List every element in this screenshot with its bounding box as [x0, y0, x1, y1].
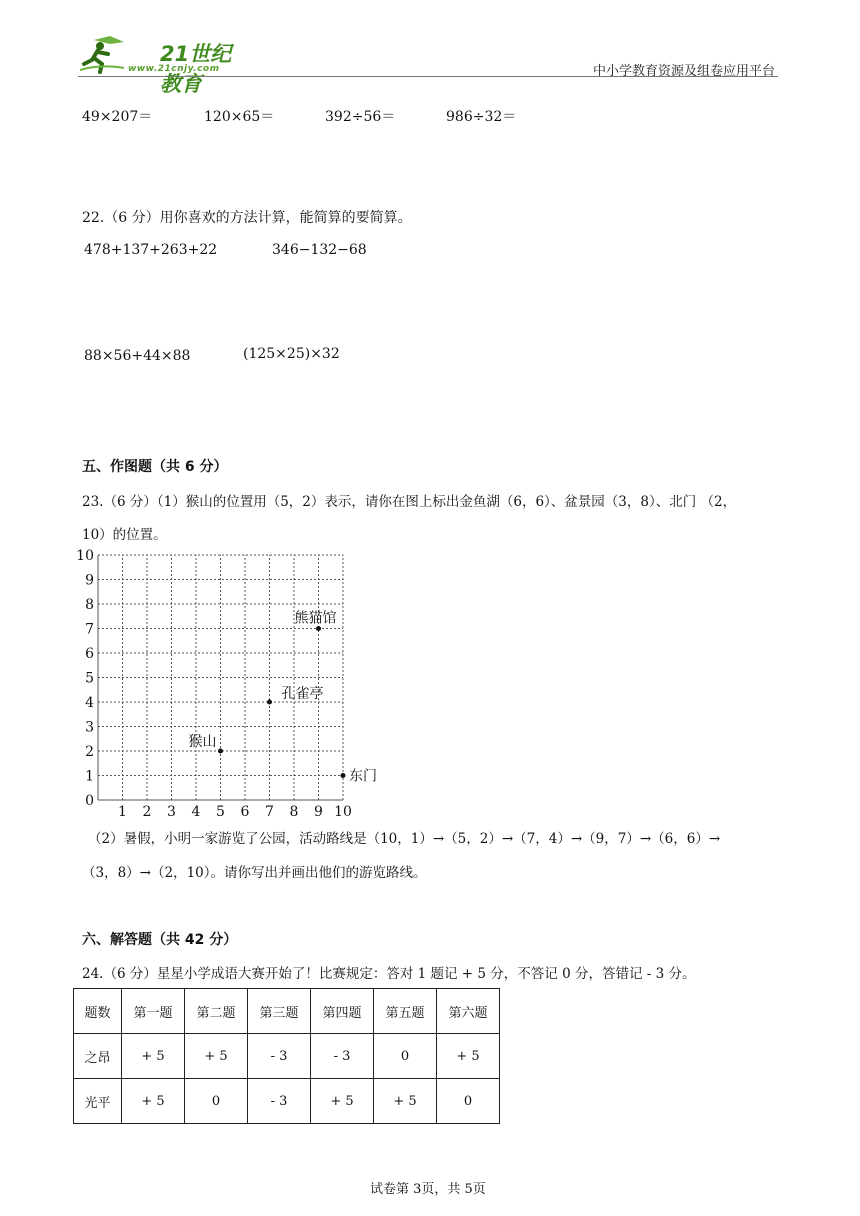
q21-item-1: 49×207＝: [82, 109, 153, 125]
page-footer: 试卷第 3页，共 5页: [370, 1182, 486, 1197]
point-label: 孔雀亭: [281, 686, 324, 702]
x-tick-label: 10: [334, 804, 352, 820]
table-cell: + 5: [311, 1079, 374, 1124]
header-divider: [78, 76, 778, 77]
x-tick-label: 5: [216, 804, 225, 820]
table-cell: + 5: [437, 1034, 500, 1079]
table-header-cell: 题数: [74, 989, 122, 1034]
y-tick-label: 4: [85, 695, 94, 711]
x-tick-label: 6: [240, 804, 250, 820]
y-tick-label: 2: [85, 744, 94, 760]
y-tick-label: 5: [85, 670, 94, 687]
q23-part2-line1: （2）暑假，小明一家游览了公园，活动路线是（10，1）→（5，2）→（7，4）→（9，7）→（6，6）→: [88, 831, 721, 847]
section5-title: 五、作图题（共 6 分）: [82, 459, 228, 475]
q22-expr-1: 478+137+263+22: [84, 242, 218, 258]
table-cell: - 3: [248, 1079, 311, 1124]
q23-line2: 10）的位置。: [82, 527, 167, 543]
table-header-row: [74, 989, 500, 1034]
table-cell: + 5: [185, 1034, 248, 1079]
table-cell: - 3: [248, 1034, 311, 1079]
table-cell: 之昂: [74, 1034, 122, 1079]
table-header-cell: 第五题: [374, 989, 437, 1034]
grid-point: [267, 700, 272, 705]
table-row: [74, 1034, 500, 1079]
q22-expr-4: (125×25)×32: [243, 346, 340, 362]
point-label: 猴山: [188, 734, 217, 750]
table-header-cell: 第一题: [122, 989, 185, 1034]
q23-part2-line2: （3，8）→（2，10）。请你写出并画出他们的游览路线。: [82, 865, 427, 881]
q23-line1: 23.（6 分）（1）猴山的位置用（5，2）表示，请你在图上标出金鱼湖（6，6）、盆景园（3，8）、北门 （2，: [82, 494, 737, 510]
table-header-cell: 第六题: [437, 989, 500, 1034]
table-cell: 0: [185, 1079, 248, 1124]
table-cell: + 5: [122, 1034, 185, 1079]
x-tick-label: 3: [167, 804, 176, 820]
grid-point: [341, 773, 346, 778]
y-tick-label: 8: [85, 597, 94, 613]
table-cell: + 5: [374, 1079, 437, 1124]
table-header-cell: 第三题: [248, 989, 311, 1034]
q22-expr-3: 88×56+44×88: [84, 348, 191, 364]
grid-point: [316, 626, 321, 631]
platform-name: 中小学教育资源及组卷应用平台: [593, 64, 776, 79]
section6-title: 六、解答题（共 42 分）: [82, 932, 238, 948]
x-tick-label: 8: [289, 804, 299, 820]
grid-point: [218, 749, 223, 754]
y-tick-label: 6: [85, 646, 94, 662]
score-table: [73, 988, 500, 1124]
table-cell: - 3: [311, 1034, 374, 1079]
x-tick-label: 7: [265, 804, 274, 820]
runner-icon: [80, 34, 126, 74]
q24-title: 24.（6 分）星星小学成语大赛开始了！比赛规定：答对 1 题记 + 5 分，不答记 0 分，答错记 - 3 分。: [82, 966, 696, 982]
x-tick-label: 9: [314, 804, 323, 820]
q21-item-2: 120×65＝: [204, 109, 275, 125]
q22-expr-2: 346−132−68: [272, 242, 367, 258]
y-tick-label: 1: [85, 768, 94, 785]
q21-item-3: 392÷56＝: [325, 109, 396, 125]
table-row: [74, 1079, 500, 1124]
q21-item-4: 986÷32＝: [446, 109, 517, 125]
table-header-cell: 第四题: [311, 989, 374, 1034]
table-header-cell: 第二题: [185, 989, 248, 1034]
y-tick-label: 9: [85, 572, 94, 589]
table-cell: + 5: [122, 1079, 185, 1124]
coordinate-grid: [70, 546, 390, 820]
x-tick-label: 1: [118, 804, 127, 820]
x-tick-label: 2: [142, 804, 152, 820]
y-tick-label: 10: [76, 548, 94, 564]
table-cell: 0: [374, 1034, 437, 1079]
point-label: 东门: [349, 768, 377, 785]
y-tick-label: 3: [85, 719, 94, 736]
x-tick-label: 4: [191, 804, 201, 820]
logo-url: www.21cnjy.com: [128, 64, 220, 74]
logo-text: 21世纪教育: [160, 42, 232, 96]
y-tick-label: 0: [85, 793, 94, 809]
table-cell: 光平: [74, 1079, 122, 1124]
q22-title: 22.（6 分）用你喜欢的方法计算，能简算的要简算。: [82, 210, 412, 226]
table-cell: 0: [437, 1079, 500, 1124]
y-tick-label: 7: [85, 621, 94, 638]
brand-logo: [80, 34, 250, 96]
point-label: 熊猫馆: [294, 610, 337, 627]
